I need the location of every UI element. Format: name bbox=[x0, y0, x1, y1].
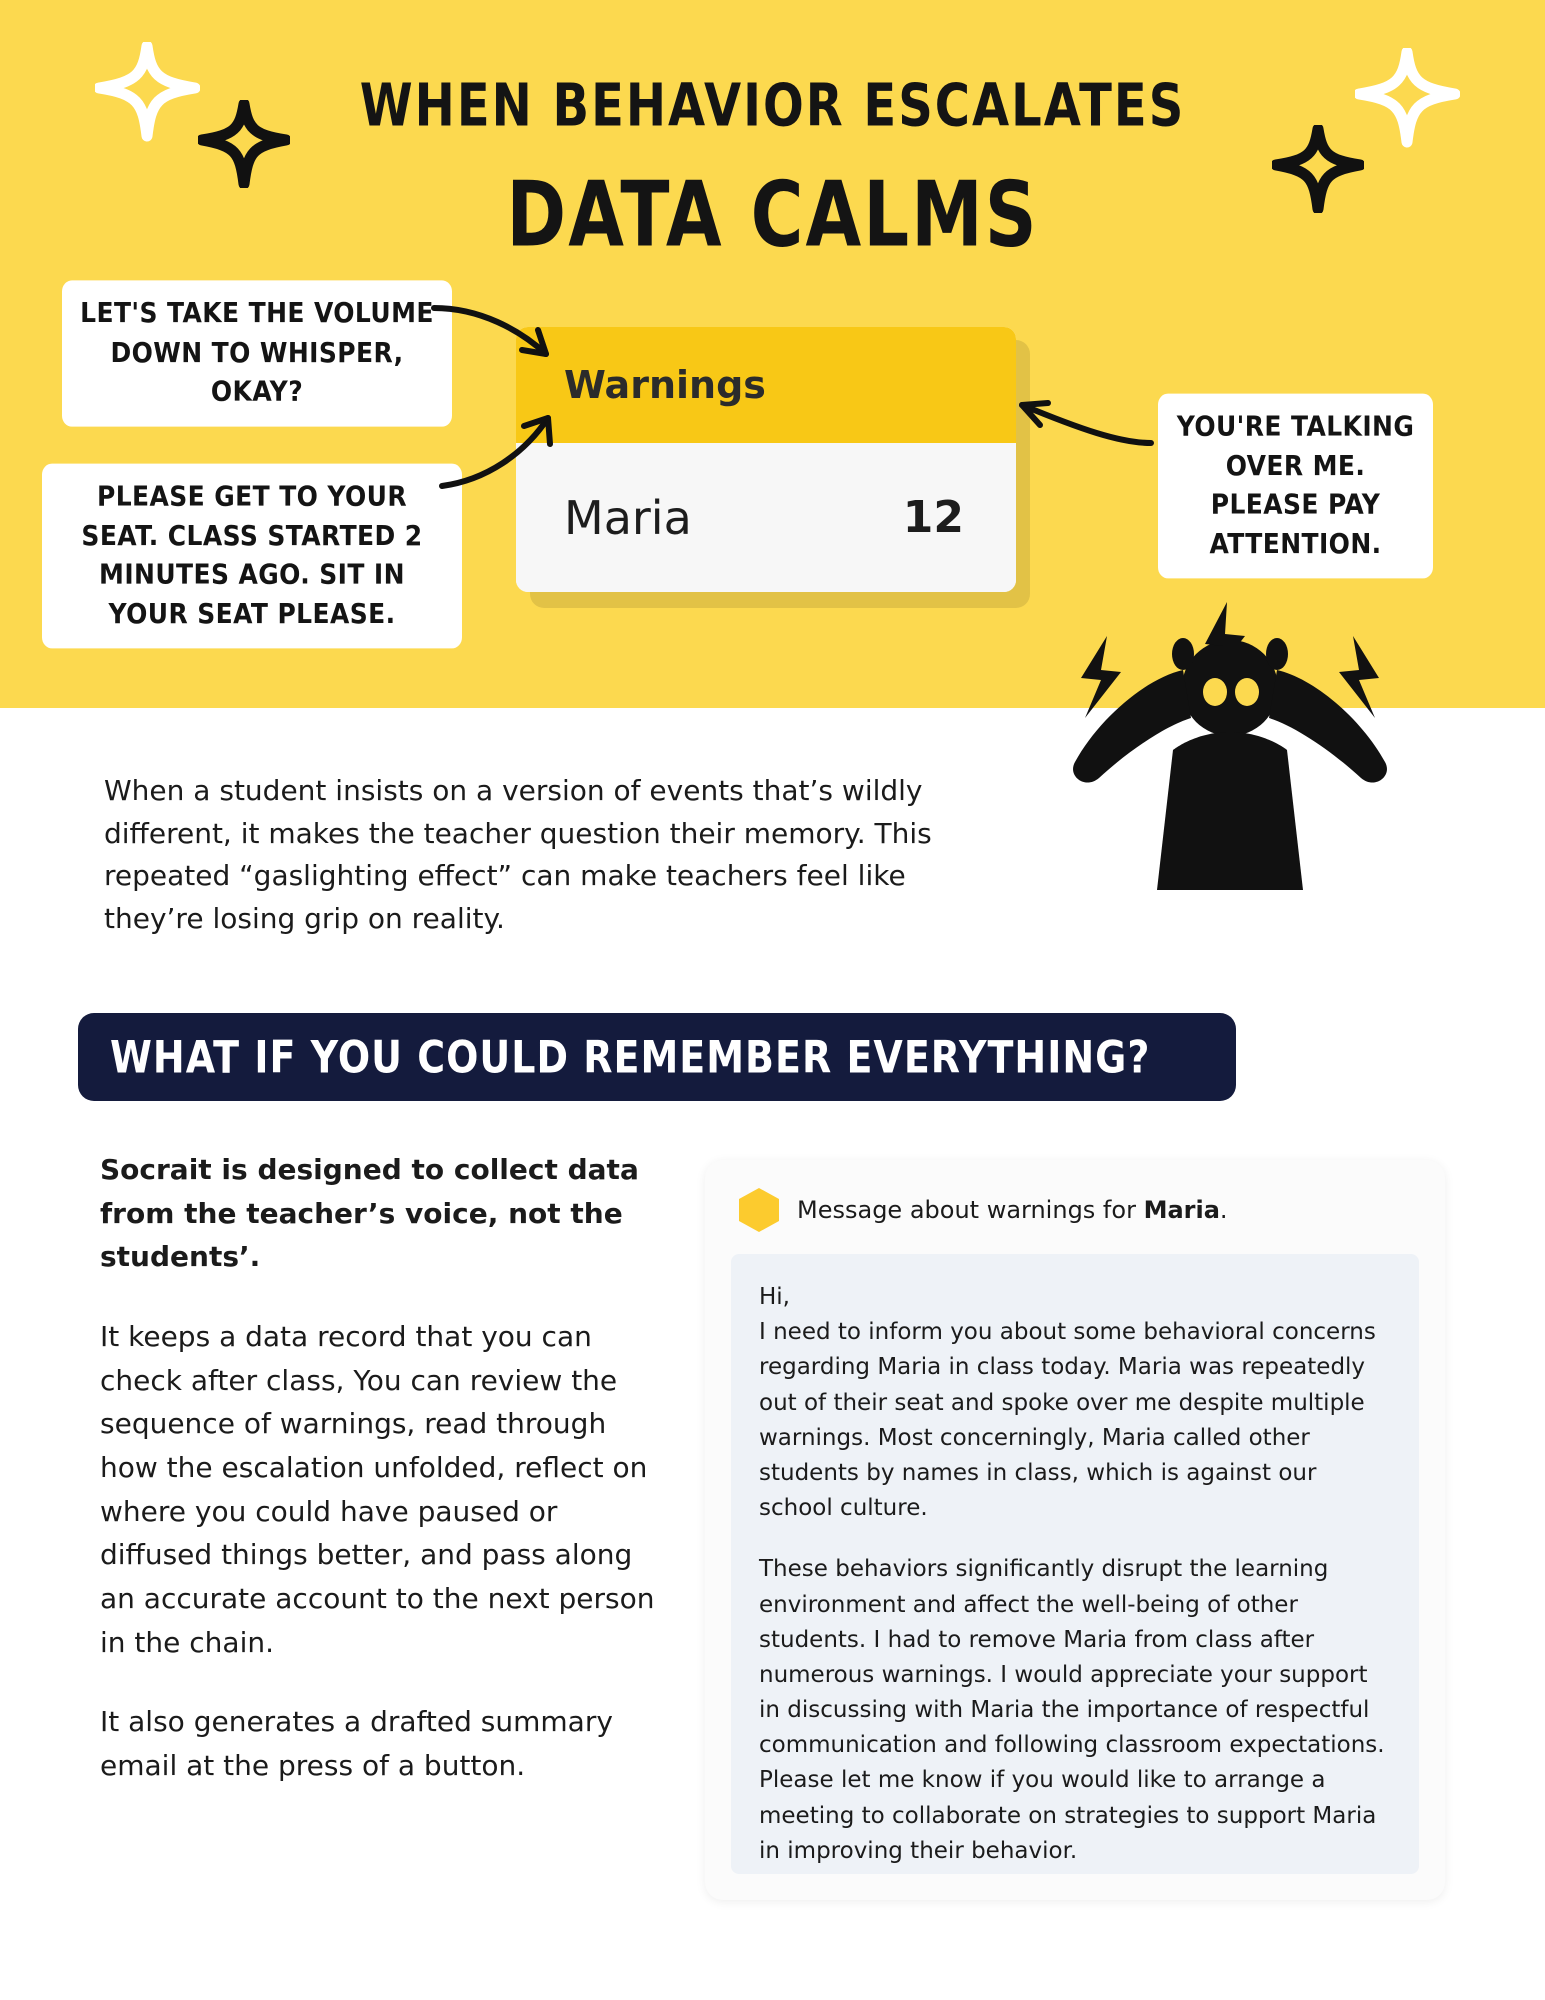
callout-volume: LET'S TAKE THE VOLUME DOWN TO WHISPER, OKAY? bbox=[62, 280, 452, 426]
left-column-paragraph-1: It keeps a data record that you can check after class, You can review the sequence of warnings, read through how the escalation unfolded, reflect on where you could have paused or diffused things better, and pass along an accurate account to the next person in the chain. bbox=[100, 1320, 655, 1659]
frustrated-person-icon bbox=[1055, 600, 1405, 900]
callout-talking-over: YOU'RE TALKING OVER ME. PLEASE PAY ATTENTION. bbox=[1158, 394, 1433, 579]
email-paragraph-spacer bbox=[759, 1526, 1391, 1552]
callout-seat: PLEASE GET TO YOUR SEAT. CLASS STARTED 2 MINUTES AGO. SIT IN YOUR SEAT PLEASE. bbox=[42, 464, 462, 649]
left-column-paragraph-2: It also generates a drafted summary email at the press of a button. bbox=[100, 1705, 613, 1783]
email-paragraph-2: These behaviors significantly disrupt the learning environment and affect the well-being of other students. I had to remove Maria from class after numerous warnings. I would appreciate your support in discussing with Maria the importance of respectful communication and following classroom expectations. Please let me know if you would like to arrange a meeting to collaborate on strategies to support Maria in improving their behavior. bbox=[759, 1556, 1385, 1864]
warnings-row-student-name: Maria bbox=[564, 490, 692, 545]
arrow-icon-callout-seat bbox=[438, 410, 563, 492]
hero-title-line2: DATA CALMS bbox=[506, 161, 1039, 267]
warnings-card-header bbox=[516, 327, 1016, 443]
warnings-card[interactable] bbox=[516, 327, 1016, 592]
email-header-suffix: . bbox=[1219, 1196, 1228, 1224]
hero-title-line1: WHEN BEHAVIOR ESCALATES bbox=[359, 71, 1186, 141]
section-banner bbox=[78, 1013, 1236, 1101]
email-greeting: Hi, bbox=[759, 1284, 790, 1310]
section-banner-text: WHAT IF YOU COULD REMEMBER EVERYTHING? bbox=[110, 1031, 1151, 1083]
left-column bbox=[100, 1148, 660, 1824]
warnings-header-label: Warnings bbox=[564, 363, 766, 407]
warnings-row[interactable] bbox=[516, 443, 1016, 592]
hexagon-icon bbox=[739, 1188, 779, 1232]
email-card-header-text bbox=[797, 1196, 1228, 1224]
left-column-lead: Socrait is designed to collect data from the teacher’s voice, not the students’. bbox=[100, 1153, 639, 1274]
arrow-icon-callout-talking bbox=[1010, 385, 1155, 455]
email-card-header bbox=[731, 1188, 1419, 1232]
email-body[interactable] bbox=[731, 1254, 1419, 1874]
email-header-student: Maria bbox=[1143, 1196, 1220, 1224]
arrow-icon-callout-volume bbox=[430, 300, 560, 380]
intro-paragraph: When a student insists on a version of events that’s wildly different, it makes the teacher question their memory. This repeated “gaslighting effect” can make teachers feel like they’re losing grip on reality. bbox=[104, 774, 932, 935]
email-header-prefix: Message about warnings for bbox=[797, 1196, 1144, 1224]
drafted-email-card[interactable] bbox=[705, 1160, 1445, 1900]
warnings-row-count: 12 bbox=[902, 492, 964, 543]
email-paragraph-1: I need to inform you about some behavioral concerns regarding Maria in class today. Maria was repeatedly out of their seat and spoke over me despite multiple warnings. Most concerningly, Maria called other students by names in class, which is against our school culture. bbox=[759, 1319, 1376, 1522]
